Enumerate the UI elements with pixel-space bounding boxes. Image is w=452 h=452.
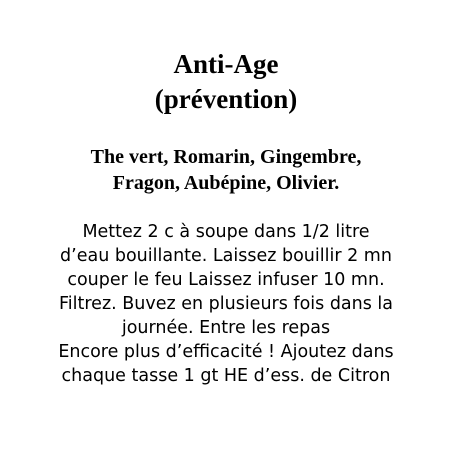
instruction-line-4: Filtrez. Buvez en plusieurs fois dans la <box>58 294 394 314</box>
instruction-line-6: Encore plus d’efficacité ! Ajoutez dans <box>58 342 394 362</box>
instruction-line-7: chaque tasse 1 gt HE d’ess. de Citron <box>61 366 391 386</box>
instruction-line-3: couper le feu Laissez infuser 10 mn. <box>67 270 385 290</box>
instruction-line-5: journée. Entre les repas <box>121 318 331 338</box>
ingredients-line-1: The vert, Romarin, Gingembre, <box>90 146 362 168</box>
instruction-line-1: Mettez 2 c à soupe dans 1/2 litre <box>82 222 370 242</box>
title-line-1: Anti-Age <box>173 49 279 79</box>
ingredients-line-2: Fragon, Aubépine, Olivier. <box>112 172 340 194</box>
instruction-line-2: d’eau bouillante. Laissez bouillir 2 mn <box>60 246 392 266</box>
title-line-2: (prévention) <box>154 84 298 114</box>
